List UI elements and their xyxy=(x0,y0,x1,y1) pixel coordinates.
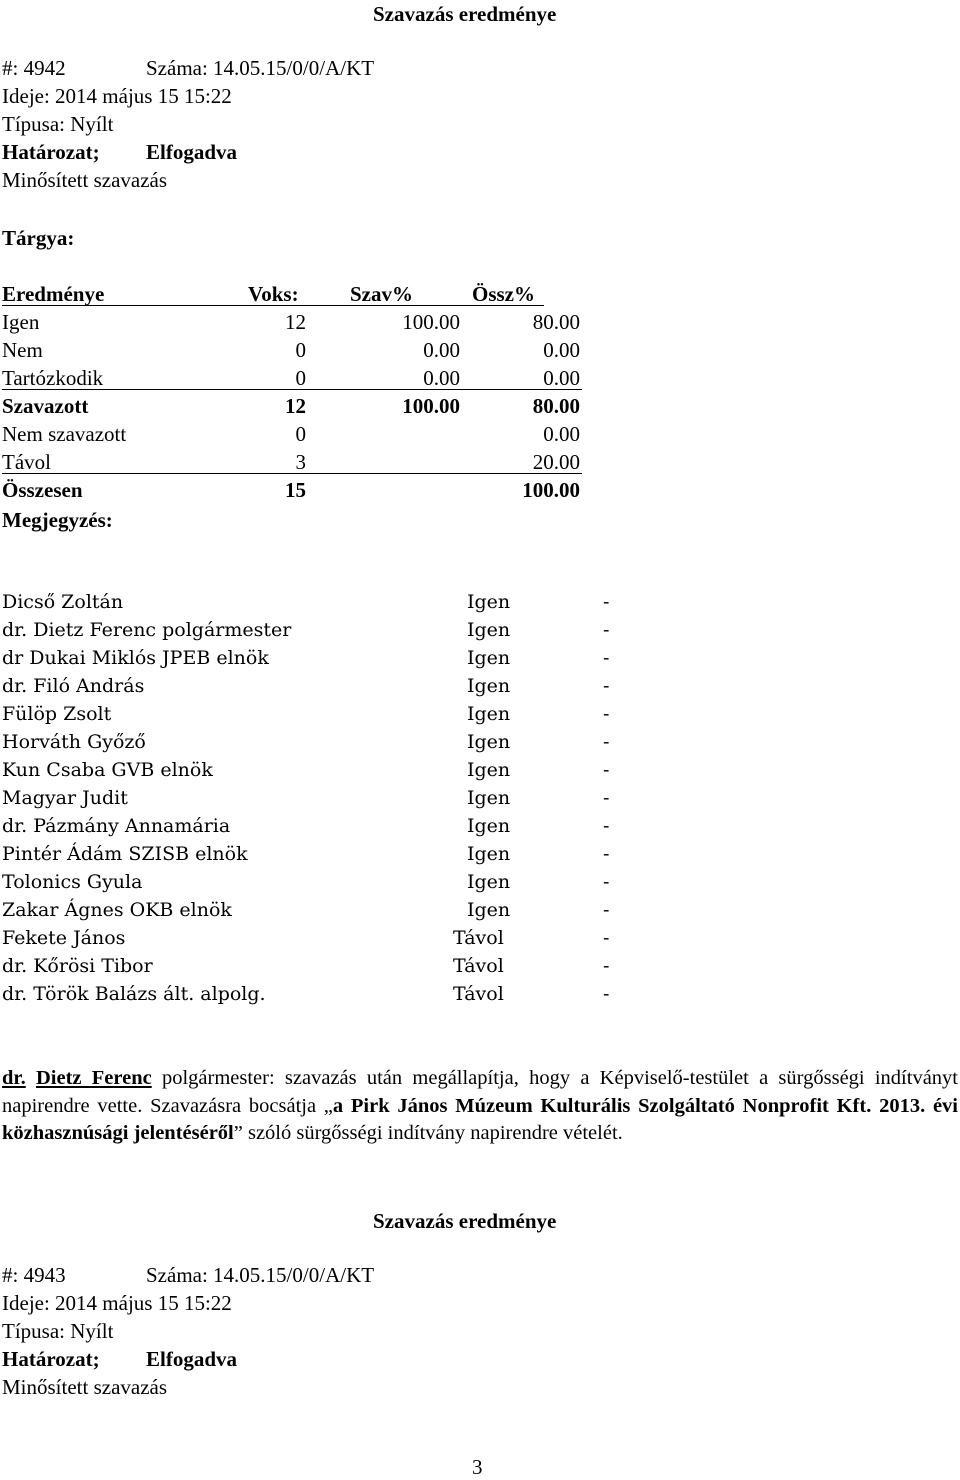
vote-value: Távol xyxy=(453,955,504,977)
section1-hatarozat-label: Határozat; xyxy=(2,140,100,164)
results-row-ossz: 80.00 xyxy=(532,310,580,334)
vote-extra: - xyxy=(603,591,610,613)
results-row-voks: 3 xyxy=(295,450,306,474)
results-row-label: Nem szavazott xyxy=(2,422,127,446)
vote-value: Igen xyxy=(467,703,511,725)
vote-value: Igen xyxy=(467,899,511,921)
vote-name: dr. Dietz Ferenc polgármester xyxy=(2,619,292,641)
paragraph-bold-title: a Pirk János Múzeum Kulturális Szolgáltató Nonprofit Kft. 2013. évi közhasznúsági jelentéséről xyxy=(2,1094,958,1144)
section2-hatarozat-value: Elfogadva xyxy=(146,1347,238,1371)
vote-name: Tolonics Gyula xyxy=(2,871,143,893)
results-row-ossz: 0.00 xyxy=(543,338,580,362)
vote-extra: - xyxy=(603,703,610,725)
results-header-voks: Voks: xyxy=(248,282,299,306)
vote-extra: - xyxy=(603,899,610,921)
page-number: 3 xyxy=(472,1455,483,1479)
results-row-ossz: 20.00 xyxy=(532,450,580,474)
section2-szama: Száma: 14.05.15/0/0/A/KT xyxy=(146,1263,375,1287)
results-row-szav: 0.00 xyxy=(423,366,460,390)
results-row-szav: 100.00 xyxy=(402,310,460,334)
results-row-label: Szavazott xyxy=(2,394,89,418)
results-row-voks: 12 xyxy=(285,310,306,334)
vote-extra: - xyxy=(603,871,610,893)
vote-name: dr. Kőrösi Tibor xyxy=(2,955,153,977)
vote-name: Horváth Győző xyxy=(2,731,146,753)
results-row-ossz: 0.00 xyxy=(543,366,580,390)
vote-name: dr. Török Balázs ált. alpolg. xyxy=(2,983,266,1005)
results-total-line xyxy=(2,473,582,474)
vote-value: Igen xyxy=(467,787,511,809)
results-row-ossz: 80.00 xyxy=(532,394,580,418)
vote-extra: - xyxy=(603,787,610,809)
vote-name: Magyar Judit xyxy=(2,787,128,809)
results-row-label: Távol xyxy=(2,450,51,474)
vote-name: dr. Pázmány Annamária xyxy=(2,815,231,837)
section2-minositett: Minősített szavazás xyxy=(2,1375,168,1399)
section2-ideje: Ideje: 2014 május 15 15:22 xyxy=(2,1291,232,1315)
results-row-szav: 100.00 xyxy=(402,394,460,418)
section2-tipusa: Típusa: Nyílt xyxy=(2,1319,114,1343)
vote-name: Dicső Zoltán xyxy=(2,591,124,613)
results-row-voks: 0 xyxy=(295,422,306,446)
section1-targya: Tárgya: xyxy=(2,226,75,250)
vote-extra: - xyxy=(603,815,610,837)
section1-minositett: Minősített szavazás xyxy=(2,168,168,192)
results-row-label: Nem xyxy=(2,338,43,362)
vote-extra: - xyxy=(603,983,610,1005)
vote-extra: - xyxy=(603,843,610,865)
section1-id: #: 4942 xyxy=(2,56,66,80)
vote-value: Igen xyxy=(467,759,511,781)
section2-id: #: 4943 xyxy=(2,1263,66,1287)
paragraph-dr: dr. xyxy=(2,1067,26,1089)
section2-heading: Szavazás eredménye xyxy=(373,1209,557,1233)
vote-extra: - xyxy=(603,619,610,641)
vote-name: Kun Csaba GVB elnök xyxy=(2,759,213,781)
results-subtotal-line xyxy=(2,389,582,390)
vote-value: Távol xyxy=(453,983,504,1005)
results-row-voks: 12 xyxy=(285,394,306,418)
paragraph-text-2: ” szóló sürgősségi indítvány napirendre vételét. xyxy=(233,1122,623,1144)
vote-extra: - xyxy=(603,647,610,669)
results-megjegyzes: Megjegyzés: xyxy=(2,508,113,532)
vote-value: Igen xyxy=(467,619,511,641)
vote-value: Igen xyxy=(467,675,511,697)
vote-value: Igen xyxy=(467,815,511,837)
vote-name: Pintér Ádám SZISB elnök xyxy=(2,843,248,865)
results-header-underline xyxy=(2,305,544,306)
body-paragraph xyxy=(2,1065,958,1148)
section1-hatarozat-value: Elfogadva xyxy=(146,140,238,164)
results-row-ossz: 0.00 xyxy=(543,422,580,446)
vote-value: Távol xyxy=(453,927,504,949)
vote-value: Igen xyxy=(467,843,511,865)
section1-tipusa: Típusa: Nyílt xyxy=(2,112,114,136)
section1-heading: Szavazás eredménye xyxy=(373,2,557,26)
vote-extra: - xyxy=(603,955,610,977)
vote-extra: - xyxy=(603,675,610,697)
results-row-ossz: 100.00 xyxy=(522,478,580,502)
section1-szama: Száma: 14.05.15/0/0/A/KT xyxy=(146,56,375,80)
vote-extra: - xyxy=(603,759,610,781)
section2-hatarozat-label: Határozat; xyxy=(2,1347,100,1371)
results-row-voks: 0 xyxy=(295,366,306,390)
paragraph-name: Dietz Ferenc xyxy=(36,1067,152,1089)
results-header-szav: Szav% xyxy=(350,282,413,306)
vote-name: dr. Filó András xyxy=(2,675,145,697)
results-row-label: Igen xyxy=(2,310,40,334)
section1-ideje: Ideje: 2014 május 15 15:22 xyxy=(2,84,232,108)
results-header-eredmenye: Eredménye xyxy=(2,282,105,306)
vote-value: Igen xyxy=(467,871,511,893)
vote-name: Fekete János xyxy=(2,927,126,949)
results-row-label: Összesen xyxy=(2,478,83,502)
vote-name: Zakar Ágnes OKB elnök xyxy=(2,899,232,921)
results-row-label: Tartózkodik xyxy=(2,366,104,390)
vote-value: Igen xyxy=(467,647,511,669)
vote-value: Igen xyxy=(467,591,511,613)
results-row-voks: 15 xyxy=(285,478,306,502)
results-header-ossz: Össz% xyxy=(472,282,535,306)
vote-name: Fülöp Zsolt xyxy=(2,703,112,725)
paragraph-text-1: polgármester: szavazás után megállapítja, hogy a Képviselő-testület a sürgősségi indítványt napirendre vette. Szavazásra bocsátja „ xyxy=(2,1067,958,1117)
vote-name: dr Dukai Miklós JPEB elnök xyxy=(2,647,269,669)
results-row-szav: 0.00 xyxy=(423,338,460,362)
vote-extra: - xyxy=(603,927,610,949)
results-row-voks: 0 xyxy=(295,338,306,362)
vote-extra: - xyxy=(603,731,610,753)
vote-value: Igen xyxy=(467,731,511,753)
